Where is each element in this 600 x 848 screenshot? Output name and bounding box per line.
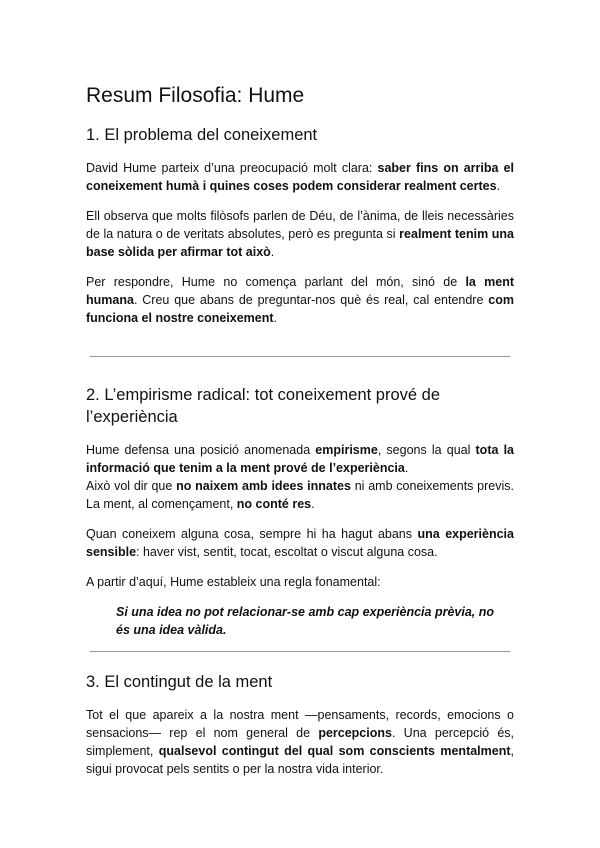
- section-1-paragraph-2: [86, 207, 514, 261]
- section-1-paragraph-1: [86, 159, 514, 195]
- text-run: . Creu que abans de preguntar-nos què és real, cal entendre: [133, 293, 489, 307]
- text-run: , sigui provocat pels sentits o per la nostra vida interior.: [86, 744, 514, 776]
- section-2-paragraph-1: [86, 441, 514, 477]
- section-2: [86, 384, 514, 639]
- section-2-paragraph-2: [86, 525, 514, 561]
- section-2-paragraph-3: A partir d’aquí, Hume estableix una regla fonamental:: [86, 575, 381, 589]
- bold-text: saber fins on arriba el coneixement humà i quines coses podem considerar realment certes: [86, 161, 514, 193]
- bold-text: una experiència sensible: [86, 527, 514, 559]
- text-run: .: [270, 245, 275, 259]
- bold-text: empirisme: [315, 443, 378, 457]
- section-1: [86, 124, 514, 339]
- text-run: . Una percepció és, simplement,: [86, 726, 515, 758]
- bold-text: realment tenim una base sòlida per afirmar tot això: [86, 227, 514, 259]
- bold-text: com funciona el nostre coneixement: [86, 293, 514, 325]
- text-run: Per respondre, Hume no comença parlant del món, sinó de: [86, 275, 466, 289]
- text-run: , segons la qual: [377, 443, 476, 457]
- section-1-paragraph-3: [86, 273, 514, 327]
- text-run: : haver vist, sentit, tocat, escoltat o viscut alguna cosa.: [136, 545, 438, 559]
- bold-text: qualsevol contingut del qual som conscients mentalment: [158, 744, 511, 758]
- text-run: .: [273, 311, 278, 325]
- bold-text: la ment humana: [86, 275, 514, 307]
- section-1-heading: 1. El problema del coneixement: [86, 126, 318, 144]
- text-run: Quan coneixem alguna cosa, sempre hi ha hagut abans: [86, 527, 418, 541]
- document-title: Resum Filosofia: Hume: [86, 84, 305, 107]
- section-3-heading: 3. El contingut de la ment: [86, 673, 273, 691]
- divider-2: [90, 651, 510, 652]
- bold-text: no conté res: [236, 497, 312, 511]
- text-run: Això vol dir que: [86, 479, 177, 493]
- section-2-paragraph-1b: [86, 477, 514, 513]
- text-run: Hume defensa una posició anomenada: [86, 443, 316, 457]
- section-3: [86, 671, 514, 790]
- bold-text: tota la informació que tenim a la ment prové de l’experiència: [86, 443, 514, 475]
- section-2-quote: Si una idea no pot relacionar-se amb cap experiència prèvia, no és una idea vàlida.: [116, 605, 494, 637]
- section-3-paragraph-1: [86, 706, 514, 778]
- text-run: ni amb coneixements previs. La ment, al començament,: [86, 479, 514, 511]
- bold-text: no naixem amb idees innates: [176, 479, 351, 493]
- text-run: .: [311, 497, 315, 511]
- divider-1: [90, 356, 510, 357]
- bold-text: percepcions: [318, 726, 392, 740]
- text-run: .: [496, 179, 501, 193]
- text-run: David Hume parteix d’una preocupació molt clara:: [86, 161, 378, 175]
- section-2-heading: 2. L’empirisme radical: tot coneixement prové de l’experiència: [86, 386, 441, 426]
- text-run: Ell observa que molts filòsofs parlen de Déu, de l’ànima, de lleis necessàries de la natura o de veritats absolutes, però es pregunta si: [86, 209, 514, 241]
- text-run: .: [404, 461, 409, 475]
- text-run: Tot el que apareix a la nostra ment —pensaments, records, emocions o sensacions— rep el nom general de: [86, 708, 514, 740]
